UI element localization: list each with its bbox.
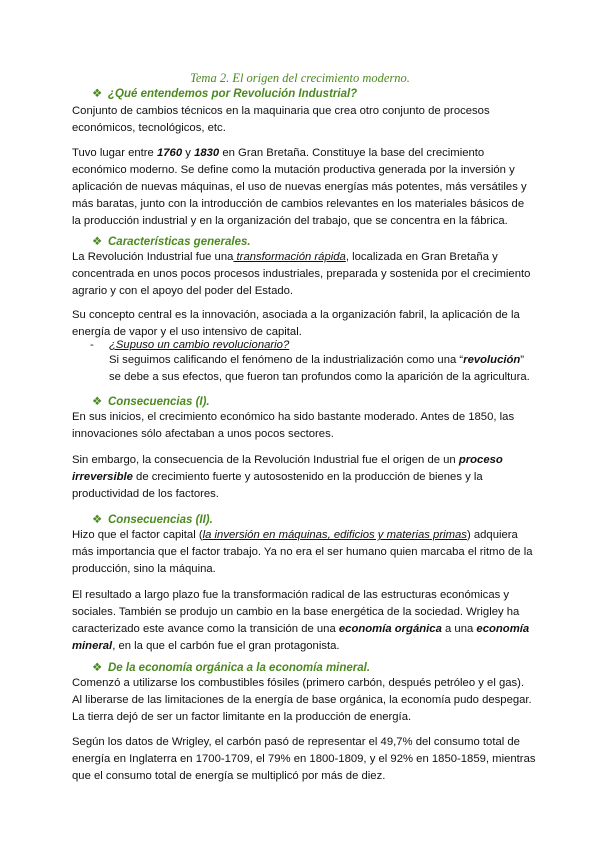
heading-text: ¿Qué entendemos por Revolución Industrial? — [108, 88, 358, 100]
text-run: Si seguimos calificando el fenómeno de la industrialización como una “ — [109, 354, 464, 366]
text-line: aplicación de nuevas máquinas, el uso de nuevas energías más potentes, más versátiles y — [72, 181, 527, 193]
dash-bullet: - — [90, 339, 94, 351]
diamond-bullet-icon: ❖ — [92, 236, 103, 248]
text-line: productividad de los factores. — [72, 488, 219, 500]
paragraph — [72, 103, 542, 137]
text-line: Comenzó a utilizarse los combustibles fósiles (primero carbón, después petróleo y el gas). — [72, 677, 525, 689]
paragraph — [72, 675, 542, 726]
text-line: Conjunto de cambios técnicos en la maquinaria que crea otro conjunto de procesos — [72, 105, 490, 117]
paragraph — [72, 145, 542, 230]
text-run: Sin embargo, la consecuencia de la Revolución Industrial fue el origen de un — [72, 454, 459, 466]
text-run: de crecimiento fuerte y autosostenido en la producción de bienes y la — [132, 471, 483, 483]
text-run: , en la que el carbón fue el gran protagonista. — [112, 640, 340, 652]
text-line: Su concepto central es la innovación, asociada a la organización fabril, la aplicación de la — [72, 309, 520, 321]
heading-text: Características generales. — [108, 236, 251, 248]
emphasis-inversion: la inversión en máquinas, edificios y materias primas — [202, 529, 467, 541]
text-run: , localizada en Gran Bretaña y — [345, 251, 498, 263]
text-line — [109, 352, 530, 369]
text-line — [72, 452, 542, 469]
text-run: La Revolución Industrial fue una — [72, 251, 234, 263]
emphasis-irreversible: irreversible — [72, 471, 133, 483]
text-run: ” — [520, 354, 525, 366]
diamond-bullet-icon: ❖ — [92, 514, 103, 526]
text-run: en Gran Bretaña. Constituye la base del crecimiento — [219, 147, 485, 159]
emphasis-revolucion: revolución — [463, 354, 521, 366]
text-line: más importancia que el factor trabajo. Ya no era el ser humano quien marcaba el ritmo de la — [72, 546, 533, 558]
text-run: Hizo que el factor capital ( — [72, 529, 203, 541]
paragraph — [72, 527, 542, 578]
text-run: a una — [441, 623, 477, 635]
diamond-bullet-icon: ❖ — [92, 662, 103, 674]
year-start: 1760 — [156, 147, 183, 159]
heading-text: Consecuencias (II). — [108, 514, 213, 526]
text-line — [72, 469, 542, 486]
sub-question-text: ¿Supuso un cambio revolucionario? — [109, 339, 290, 351]
text-line: económico moderno. Se define como la mutación productiva generada por la inversión y — [72, 164, 515, 176]
text-run: ) adquiera — [466, 529, 518, 541]
text-line: agrario y con el apoyo del poder del Estado. — [72, 285, 294, 297]
text-line: Al liberarse de las limitaciones de la energía de base orgánica, la economía pudo despegar. — [72, 694, 532, 706]
emphasis-proceso: proceso — [458, 454, 503, 466]
text-line: la producción industrial y en la organización del trabajo, que se concentra en la fábrica. — [72, 215, 508, 227]
text-line: innovaciones sólo afectaban a unos pocos sectores. — [72, 428, 334, 440]
text-line: Según los datos de Wrigley, el carbón pasó de representar el 49,7% del consumo total de — [72, 736, 520, 748]
paragraph — [72, 409, 542, 443]
text-line — [72, 145, 542, 162]
heading-text: Consecuencias (I). — [108, 396, 210, 408]
text-line: se debe a sus efectos, que fueron tan profundos como la aparición de la agricultura. — [109, 371, 530, 383]
heading-caracteristicas — [92, 234, 251, 250]
emphasis-economia: economía — [476, 623, 530, 635]
paragraph — [72, 249, 542, 300]
emphasis-mineral: mineral — [72, 640, 113, 652]
text-run: y — [182, 147, 195, 159]
text-line: La tierra dejó de ser un factor limitante en la producción de energía. — [72, 711, 412, 723]
text-run: Tuvo lugar entre — [72, 147, 157, 159]
paragraph — [72, 734, 542, 785]
heading-consecuencias-2 — [92, 512, 213, 528]
text-line: energía de vapor y el uso intensivo de capital. — [72, 326, 302, 338]
year-end: 1830 — [194, 147, 220, 159]
text-line: económicos, tecnológicos, etc. — [72, 122, 226, 134]
emphasis-transformacion-rapida: transformación rápida — [233, 251, 346, 263]
text-line — [72, 638, 542, 655]
diamond-bullet-icon: ❖ — [92, 396, 103, 408]
indented-paragraph — [109, 352, 530, 386]
diamond-bullet-icon: ❖ — [92, 88, 103, 100]
paragraph — [72, 587, 542, 655]
text-line — [72, 527, 542, 544]
text-line — [72, 249, 542, 266]
text-line — [72, 621, 542, 638]
text-line: sociales. También se produjo un cambio en la base energética de la sociedad. Wrigley ha — [72, 606, 520, 618]
paragraph — [72, 452, 542, 503]
heading-economia-organica-mineral — [92, 660, 370, 676]
emphasis-economia-organica: economía orgánica — [338, 623, 442, 635]
text-line: producción, sino la máquina. — [72, 563, 216, 575]
heading-consecuencias-1 — [92, 394, 210, 410]
text-line: más baratas, junto con la introducción de cambios relevantes en los materiales básicos de — [72, 198, 525, 210]
heading-revolucion-industrial — [92, 86, 357, 102]
document-title: Tema 2. El origen del crecimiento moderno. — [190, 71, 410, 85]
text-run: caracterizado este avance como la transición de una — [72, 623, 339, 635]
heading-text: De la economía orgánica a la economía mineral. — [108, 662, 371, 674]
text-line: En sus inicios, el crecimiento económico ha sido bastante moderado. Antes de 1850, las — [72, 411, 515, 423]
text-line: energía en Inglaterra en 1700-1709, el 79% en 1800-1809, y el 92% en 1850-1859, mientras — [72, 753, 536, 765]
text-line: concentrada en unos pocos procesos industriales, preparada y sostenida por el crecimiento — [72, 268, 531, 280]
text-line: El resultado a largo plazo fue la transformación radical de las estructuras económicas y — [72, 589, 510, 601]
paragraph — [72, 307, 542, 341]
text-line: que el consumo total de energía se multiplicó por más de diez. — [72, 770, 386, 782]
